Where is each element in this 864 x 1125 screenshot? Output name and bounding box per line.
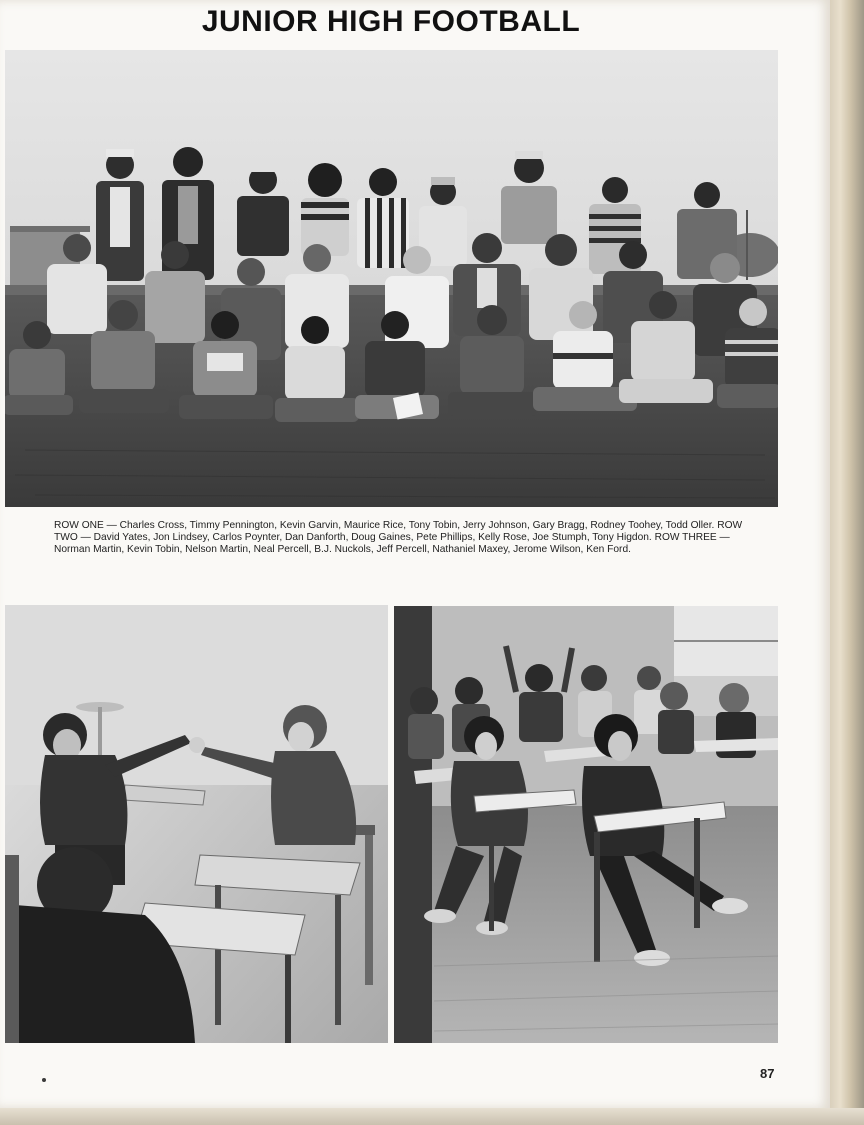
page-bottom-edge	[0, 1108, 864, 1125]
team-photo	[5, 50, 778, 507]
classroom-photo-left	[5, 605, 388, 1043]
classroom-left-illustration	[5, 605, 388, 1043]
page-title: JUNIOR HIGH FOOTBALL	[201, 5, 581, 38]
page-edge	[830, 0, 864, 1125]
page-number: 87	[760, 1066, 775, 1081]
classroom-right-illustration	[394, 606, 778, 1043]
team-photo-illustration	[5, 50, 778, 507]
paper-spot	[42, 1078, 46, 1082]
team-photo-caption: ROW ONE — Charles Cross, Timmy Pennington, Kevin Garvin, Maurice Rice, Tony Tobin, Jerry Johnson, Gary Bragg, Rodney Toohey, Todd Oller. ROW TWO — David Yates, Jon Lindsey, Carlos Poynter, Dan Danforth, Doug Gaines, Pete Phillips, Kelly Rose, Joe Stumph, Tony Higdon. ROW THREE — Norman Martin, Kevin Tobin, Nelson Martin, Neal Percell, B.J. Nuckols, Jeff Percell, Nathaniel Maxey, Jerome Wilson, Ken Ford.	[54, 520, 743, 556]
classroom-photo-right	[394, 606, 778, 1043]
